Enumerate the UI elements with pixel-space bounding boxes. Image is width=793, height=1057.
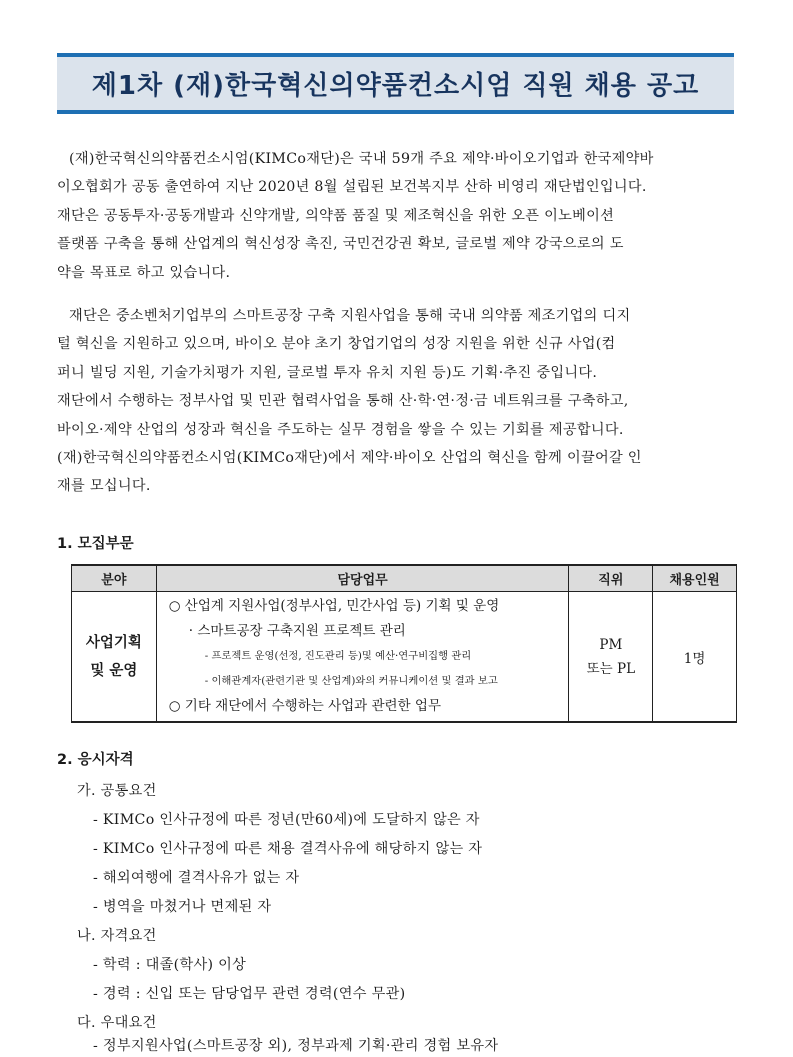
text-line: (재)한국혁신의약품컨소시엄(KIMCo재단)에서 제약·바이오 산업의 혁신을 함께 이끌어갈 인	[57, 450, 642, 467]
field-name-line: 및 운영	[90, 662, 138, 679]
list-item: - KIMCo 인사규정에 따른 채용 결격사유에 해당하지 않는 자	[93, 841, 483, 857]
headcount-cell: 1명	[653, 592, 737, 723]
header-headcount: 채용인원	[653, 565, 737, 592]
text-line: 바이오·제약 산업의 성장과 혁신을 주도하는 실무 경험을 쌓을 수 있는 기회를 제공합니다.	[57, 421, 624, 438]
list-item: - 경력 : 신입 또는 담당업무 관련 경력(연수 무관)	[93, 986, 406, 1002]
field-cell	[72, 592, 157, 723]
list-item: - 학력 : 대졸(학사) 이상	[93, 957, 247, 973]
text-line: 재를 모십니다.	[57, 478, 151, 495]
text-line: 재단은 공동투자·공동개발과 신약개발, 의약품 품질 및 제조혁신을 위한 오픈 이노베이션	[57, 207, 615, 224]
table-row	[72, 592, 737, 723]
position-line: PM	[599, 636, 623, 653]
section-heading-recruitment: 1. 모집부문	[57, 536, 134, 552]
field-name-line: 사업기획	[85, 634, 142, 651]
header-position: 직위	[569, 565, 653, 592]
text-line: 퍼니 빌딩 지원, 기술가치평가 지원, 글로벌 투자 유치 지원 등)도 기획·추진 중입니다.	[57, 364, 598, 381]
page-title: 제1차 (재)한국혁신의약품컨소시엄 직원 채용 공고	[91, 71, 700, 101]
section-heading-qualifications: 2. 응시자격	[57, 752, 134, 768]
subsection-common: 가. 공통요건	[77, 783, 157, 799]
subsection-qualification: 나. 자격요건	[77, 928, 157, 944]
header-field: 분야	[72, 565, 157, 592]
text-line: 이오협회가 공동 출연하여 지난 2020년 8월 설립된 보건복지부 산하 비영리 재단법인입니다.	[57, 179, 647, 196]
list-item: - 정부지원사업(스마트공장 외), 정부과제 기획·관리 경험 보유자	[93, 1038, 499, 1054]
table-header-row	[72, 565, 737, 592]
text-line: 재단은 중소벤처기업부의 스마트공장 구축 지원사업을 통해 국내 의약품 제조기업의 디지	[69, 308, 631, 324]
text-line: 재단에서 수행하는 정부사업 및 민관 협력사업을 통해 산·학·연·정·금 네트워크를 구축하고,	[57, 393, 629, 410]
duty-detail: - 이해관계자(관련기관 및 산업계)와의 커뮤니케이션 및 결과 보고	[204, 675, 498, 687]
duty-detail: - 프로젝트 운영(선정, 진도관리 등)및 예산·연구비집행 관리	[204, 650, 472, 662]
position-line: 또는 PL	[586, 660, 636, 677]
duty-item: ○ 산업계 지원사업(정부사업, 민간사업 등) 기획 및 운영	[168, 598, 500, 614]
duty-subitem: · 스마트공장 구축지원 프로젝트 관리	[188, 623, 406, 639]
text-line: 플랫폼 구축을 통해 산업계의 혁신성장 촉진, 국민건강권 확보, 글로벌 제약 강국으로의 도	[57, 236, 624, 253]
recruitment-table	[71, 564, 737, 723]
intro-paragraph-2	[57, 302, 737, 501]
list-item: - 해외여행에 결격사유가 없는 자	[93, 870, 300, 886]
duties-cell	[156, 592, 569, 723]
text-line: (재)한국혁신의약품컨소시엄(KIMCo재단)은 국내 59개 주요 제약·바이오기업과 한국제약바	[69, 151, 654, 167]
text-line: 약을 목표로 하고 있습니다.	[57, 264, 231, 281]
title-banner	[57, 53, 734, 114]
intro-paragraph-1	[57, 145, 737, 287]
duty-item: ○ 기타 재단에서 수행하는 사업과 관련한 업무	[168, 698, 441, 714]
text-line: 털 혁신을 지원하고 있으며, 바이오 분야 초기 창업기업의 성장 지원을 위한 신규 사업(컴	[57, 336, 616, 353]
list-item: - KIMCo 인사규정에 따른 정년(만60세)에 도달하지 않은 자	[93, 812, 480, 828]
subsection-preferred: 다. 우대요건	[77, 1015, 157, 1031]
list-item: - 병역을 마쳤거나 면제된 자	[93, 899, 272, 915]
position-cell	[569, 592, 653, 723]
header-duties: 담당업무	[156, 565, 569, 592]
